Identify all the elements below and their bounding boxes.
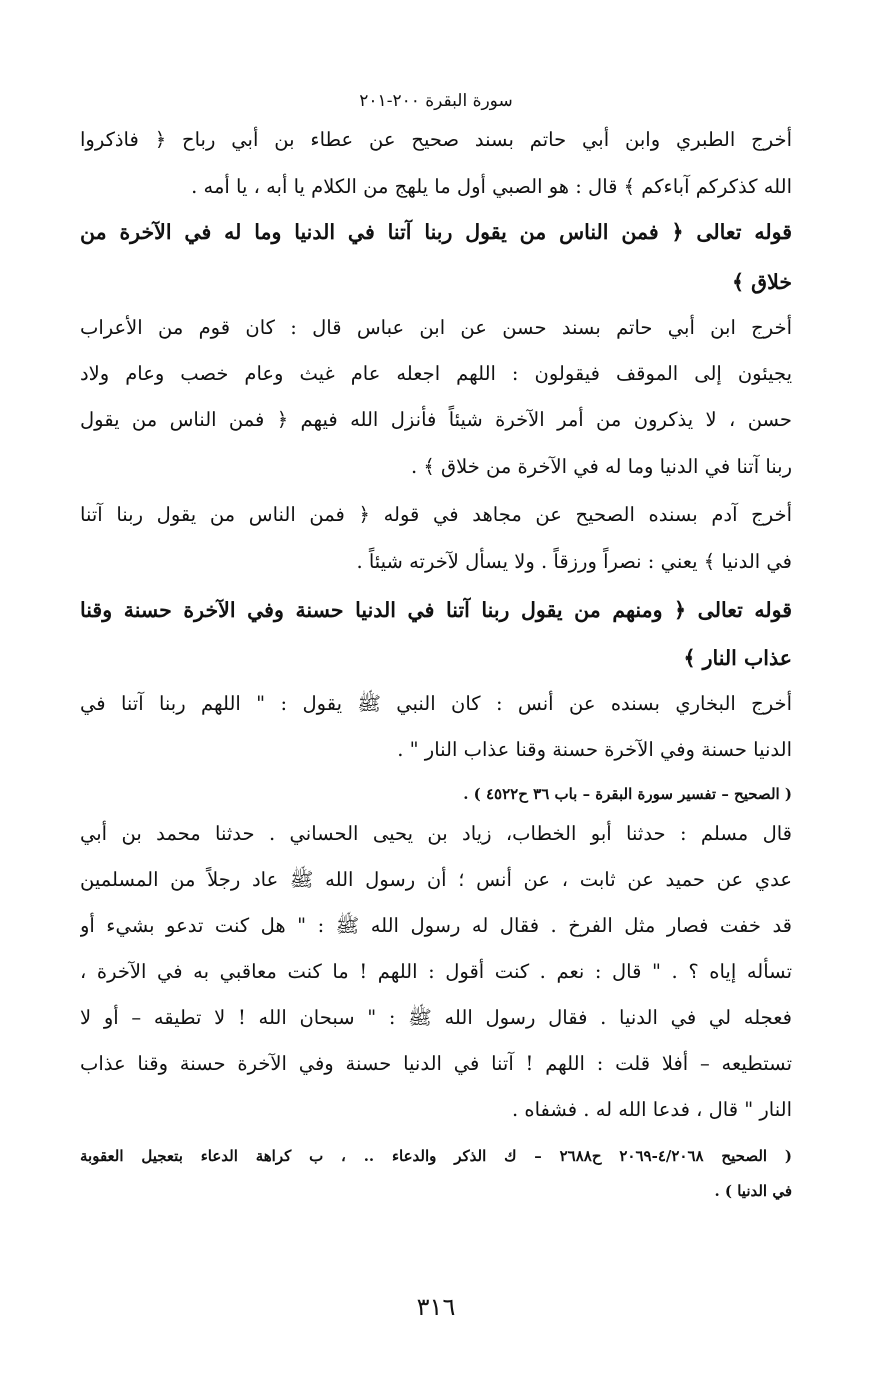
verse-heading: قوله تعالى ﴿ فمن الناس من يقول ربنا آتنا في الدنيا وما له في الآخرة من	[80, 220, 792, 244]
text-line: حسن ، لا يذكرون من أمر الآخرة شيئاً فأنزل الله فيهم ﴿ فمن الناس من يقول	[80, 408, 792, 431]
verse-heading: خلاق ﴾	[732, 270, 792, 294]
text-line: النار " قال ، فدعا الله له . فشفاه .	[511, 1098, 792, 1121]
text-line: أخرج الطبري وابن أبي حاتم بسند صحيح عن عطاء بن أبي رباح ﴿ فاذكروا	[80, 128, 792, 151]
text-line: تستطيعه – أفلا قلت : اللهم ! آتنا في الدنيا حسنة وفي الآخرة حسنة وقنا عذاب	[80, 1052, 792, 1075]
text-line: قد خفت فصار مثل الفرخ . فقال له رسول الله ﷺ : " هل كنت تدعو بشيء أو	[80, 914, 792, 937]
text-line: أخرج ابن أبي حاتم بسند حسن عن ابن عباس قال : كان قوم من الأعراب	[80, 316, 792, 339]
text-line: أخرج البخاري بسنده عن أنس : كان النبي ﷺ يقول : " اللهم ربنا آتنا في	[80, 692, 792, 715]
citation-note: ( الصحيح – تفسير سورة البقرة – باب ٣٦ ح٤٥٢٢ ) .	[463, 785, 792, 803]
text-line: الدنيا حسنة وفي الآخرة حسنة وقنا عذاب النار " .	[397, 738, 792, 761]
text-line: تسأله إياه ؟ . " قال : نعم . كنت أقول : اللهم ! ما كنت معاقبي به في الآخرة ،	[80, 960, 792, 983]
text-line: قال مسلم : حدثنا أبو الخطاب، زياد بن يحيى الحساني . حدثنا محمد بن أبي	[80, 822, 792, 845]
text-line: عدي عن حميد عن ثابت ، عن أنس ؛ أن رسول الله ﷺ عاد رجلاً من المسلمين	[80, 868, 792, 891]
running-head: سورة البقرة ٢٠٠-٢٠١	[359, 91, 513, 111]
verse-heading: عذاب النار ﴾	[683, 646, 792, 670]
text-line: أخرج آدم بسنده الصحيح عن مجاهد في قوله ﴿ فمن الناس من يقول ربنا آتنا	[80, 503, 792, 526]
text-line: الله كذكركم آباءكم ﴾ قال : هو الصبي أول ما يلهج من الكلام يا أبه ، يا أمه .	[191, 175, 792, 198]
text-line: في الدنيا ﴾ يعني : نصراً ورزقاً . ولا يسأل لآخرته شيئاً .	[356, 550, 792, 573]
citation-note: ( الصحيح ٤/٢٠٦٨-٢٠٦٩ ح٢٦٨٨ – ك الذكر والدعاء .. ، ب كراهة الدعاء بتعجيل العقوبة	[80, 1147, 792, 1165]
citation-note: في الدنيا ) .	[714, 1182, 792, 1200]
verse-heading: قوله تعالى ﴿ ومنهم من يقول ربنا آتنا في الدنيا حسنة وفي الآخرة حسنة وقنا	[80, 598, 792, 622]
text-line: فعجله لي في الدنيا . فقال رسول الله ﷺ : " سبحان الله ! لا تطيقه – أو لا	[80, 1006, 792, 1029]
text-line: ربنا آتنا في الدنيا وما له في الآخرة من خلاق ﴾ .	[410, 455, 792, 478]
page-number: ٣١٦	[416, 1293, 456, 1321]
text-line: يجيئون إلى الموقف فيقولون : اللهم اجعله عام غيث وعام خصب وعام ولاد	[80, 362, 792, 385]
